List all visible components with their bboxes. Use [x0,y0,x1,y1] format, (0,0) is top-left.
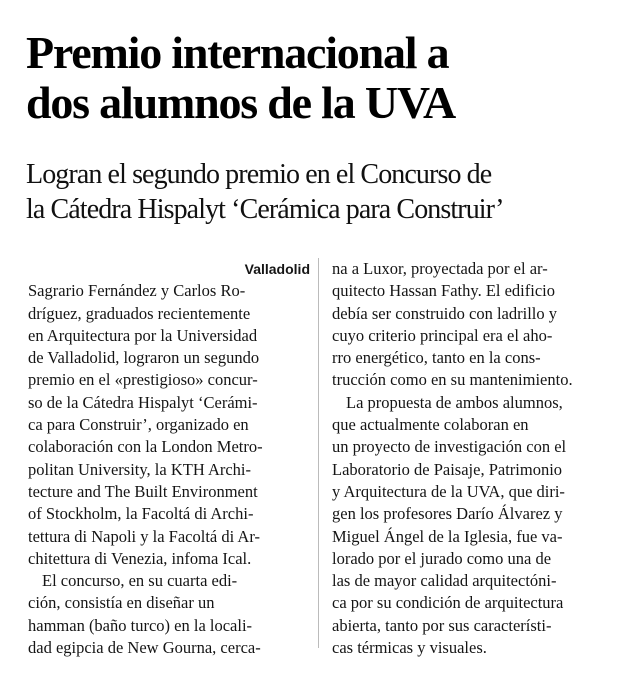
body-line: tettura di Napoli y la Facoltá di Ar- [28,526,260,546]
subheadline-line-2: la Cátedra Hispalyt ‘Cerámica para Construir’ [26,194,504,225]
body-line: politan University, la KTH Archi- [28,459,252,479]
body-line: trucción como en su mantenimiento. [332,370,573,390]
body-line: de Valladolid, lograron un segundo [28,348,260,368]
body-line: rro energético, tanto en la cons- [332,348,541,368]
body-line: El concurso, en su cuarta edi- [42,571,238,591]
column-divider [318,258,319,648]
headline-line-1: Premio internacional a [26,27,449,78]
body-line: debía ser construido con ladrillo y [332,303,557,323]
body-line: tecture and The Built Environment [28,481,258,501]
body-line: na a Luxor, proyectada por el ar- [332,259,548,278]
body-line: ca para Construir’, organizado en [28,415,249,435]
headline-line-2: dos alumnos de la UVA [26,77,455,128]
body-line: Laboratorio de Paisaje, Patrimonio [332,459,563,479]
dateline: Valladolid [244,261,310,277]
body-line: en Arquitectura por la Universidad [28,325,258,345]
body-line: dad egipcia de New Gourna, cerca- [28,638,261,658]
body-line: so de la Cátedra Hispalyt ‘Cerámi- [28,392,258,412]
body-line: La propuesta de ambos alumnos, [346,392,563,412]
body-line: gen los profesores Darío Álvarez y [332,504,563,524]
body-line: quitecto Hassan Fathy. El edificio [332,281,555,301]
body-column-right [332,258,614,659]
body-line: las de mayor calidad arquitectóni- [332,571,557,591]
body-line: chitettura di Venezia, infoma Ical. [28,548,252,568]
body-line: colaboración con la London Metro- [28,437,263,457]
subheadline [26,157,616,227]
body-line: premio en el «prestigioso» concur- [28,370,258,390]
subheadline-line-1: Logran el segundo premio en el Concurso de [26,159,492,190]
headline [26,28,616,128]
body-line: dríguez, graduados recientemente [28,303,251,323]
body-line: abierta, tanto por sus característi- [332,615,552,635]
body-column-left [28,258,310,659]
body-line: of Stockholm, la Facoltá di Archi- [28,504,254,524]
body-line: lorado por el jurado como una de [332,548,552,568]
body-line: cas térmicas y visuales. [332,638,487,658]
body-line: ca por su condición de arquitectura [332,593,564,613]
body-line: ción, consistía en diseñar un [28,593,215,613]
body-line: un proyecto de investigación con el [332,437,567,457]
body-line: que actualmente colaboran en [332,415,529,435]
body-line: hamman (baño turco) en la locali- [28,615,253,635]
body-line: y Arquitectura de la UVA, que diri- [332,481,565,501]
body-line: cuyo criterio principal era el aho- [332,325,553,345]
body-line: Sagrario Fernández y Carlos Ro- [28,281,246,301]
body-line: Miguel Ángel de la Iglesia, fue va- [332,526,563,546]
